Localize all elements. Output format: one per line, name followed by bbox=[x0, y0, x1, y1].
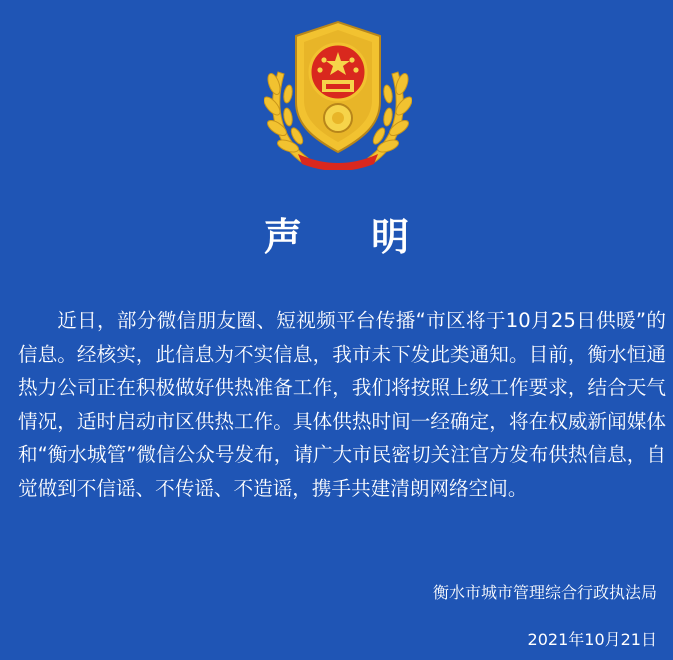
notice-title: 声 明 bbox=[263, 215, 438, 259]
city-management-badge-icon bbox=[264, 14, 412, 170]
issuer-name: 衡水市城市管理综合行政执法局 bbox=[432, 583, 657, 602]
notice-date: 2021年10月21日 bbox=[527, 630, 657, 649]
notice-body: 近日，部分微信朋友圈、短视频平台传播“市区将于10月25日供暖”的信息。经核实，此信息为不实信息，我市未下发此类通知。目前，衡水恒通热力公司正在积极做好供热准备工作，我们将按照上级工作要求，结合天气情况，适时启动市区供热工作。具体供热时间一经确定，将在权威新闻媒体和“衡水城管”微信公众号发布，请广大市民密切关注官方发布供热信息，自觉做到不信谣、不传谣、不造谣，携手共建清朗网络空间。 bbox=[18, 309, 666, 500]
